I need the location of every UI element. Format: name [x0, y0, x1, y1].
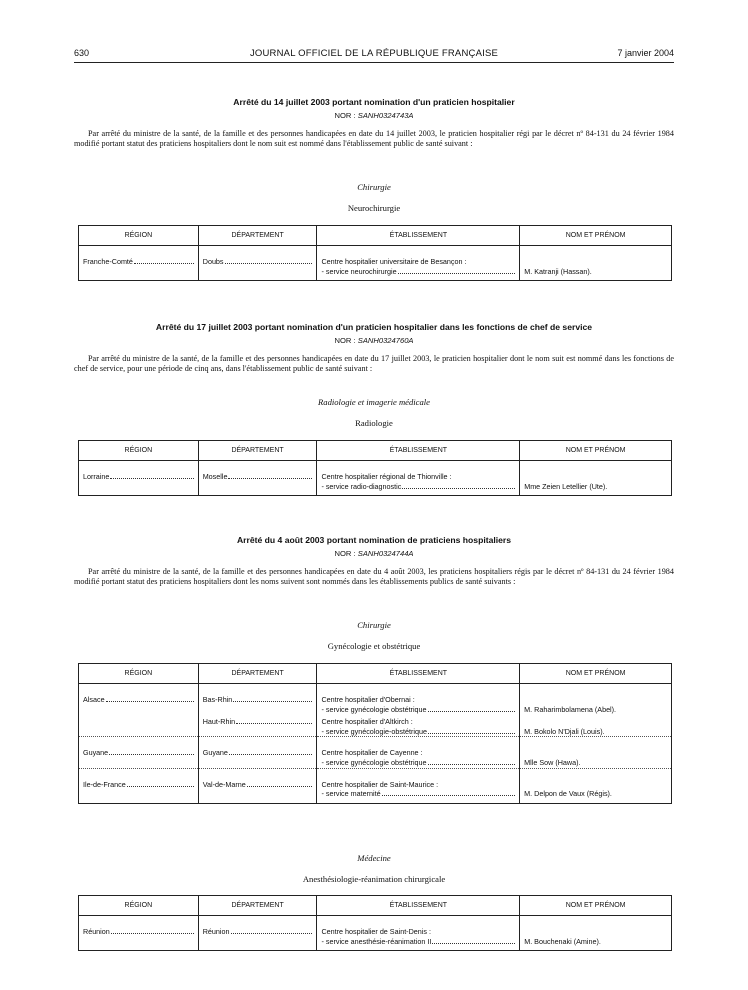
region-cell: Guyane [83, 748, 194, 758]
region-cell: Ile-de-France [83, 780, 194, 790]
nor-reference: NOR : SANH0324760A [334, 336, 414, 345]
col-header-etablissement: ÉTABLISSEMENT [317, 896, 520, 916]
col-header-departement: DÉPARTEMENT [198, 441, 317, 461]
decree-body: Par arrêté du ministre de la santé, de la famille et des personnes handicapées en date du 17 juillet 2003, le praticien hospitalier dont le nom suit est nommé dans les fonctions de chef de service, pour une période de cinq ans, dans l'établissement public de santé suivant : [74, 354, 674, 373]
issue-date: 7 janvier 2004 [617, 48, 674, 58]
decree-section-1 [74, 97, 674, 148]
col-header-etablissement: ÉTABLISSEMENT [317, 226, 520, 246]
appointments-table-3 [78, 663, 672, 804]
departement-cell: Val-de-Marne [203, 780, 313, 790]
col-header-region: RÉGION [79, 441, 199, 461]
col-header-region: RÉGION [79, 226, 199, 246]
col-header-etablissement: ÉTABLISSEMENT [317, 441, 520, 461]
departement-cell: Bas-Rhin [203, 695, 313, 705]
departement-cell: Doubs [203, 257, 313, 267]
nom-cell: Mlle Sow (Hawa). [524, 757, 581, 767]
table-row [79, 684, 672, 715]
table-row [79, 737, 672, 768]
col-header-region: RÉGION [79, 896, 199, 916]
page-number: 630 [74, 48, 90, 58]
category-heading: Chirurgie [357, 182, 391, 192]
appointments-table-2 [78, 440, 672, 496]
specialty-heading: Gynécologie et obstétrique [327, 641, 421, 651]
region-cell: Franche-Comté [83, 257, 194, 267]
etablissement-cell: Centre hospitalier de Saint-Maurice : - service maternité [317, 768, 520, 803]
nom-cell: M. Raharimbolamena (Abel). [524, 704, 617, 714]
decree-body: Par arrêté du ministre de la santé, de la famille et des personnes handicapées en date du 4 août 2003, les praticiens hospitaliers régis par le décret nº 84-131 du 24 février 1984 modifié portant statut des praticiens hospitaliers dont les noms suivent sont nommés dans les établissements publics de santé suivants : [74, 567, 674, 586]
table-row [79, 768, 672, 803]
table-header-row [79, 896, 672, 916]
decree-body: Par arrêté du ministre de la santé, de la famille et des personnes handicapées en date du 14 juillet 2003, le praticien hospitalier régi par le décret nº 84-131 du 24 février 1984 modifié portant statut des praticiens hospitaliers dont le nom suit est nommé dans l'établissement public de santé suivant : [74, 129, 674, 148]
nor-reference: NOR : SANH0324743A [334, 111, 414, 120]
table-row [79, 461, 672, 496]
decree-section-2 [74, 322, 674, 373]
nom-cell: M. Bouchenaki (Amine). [524, 936, 601, 946]
etablissement-cell: Centre hospitalier de Cayenne : - service gynécologie obstétrique [317, 737, 520, 768]
specialty-heading: Neurochirurgie [347, 203, 401, 213]
col-header-departement: DÉPARTEMENT [198, 896, 317, 916]
region-cell: Alsace [83, 695, 194, 705]
table-row [79, 916, 672, 951]
table-row [79, 714, 672, 737]
departement-cell: Guyane [203, 748, 313, 758]
page-header [74, 48, 674, 62]
col-header-etablissement: ÉTABLISSEMENT [317, 664, 520, 684]
etablissement-cell: Centre hospitalier universitaire de Besançon : - service neurochirurgie [317, 246, 520, 281]
nom-cell: M. Delpon de Vaux (Régis). [524, 789, 612, 799]
header-rule [74, 62, 674, 63]
decree-title: Arrêté du 4 août 2003 portant nomination de praticiens hospitaliers [236, 535, 512, 545]
table-row [79, 246, 672, 281]
nom-cell: Mme Zeien Letellier (Ute). [524, 481, 608, 491]
appointments-table-4 [78, 895, 672, 951]
category-heading: Chirurgie [357, 620, 391, 630]
col-header-nom: NOM ET PRÉNOM [520, 441, 672, 461]
category-heading: Radiologie et imagerie médicale [318, 397, 430, 407]
specialty-heading: Anesthésiologie-réanimation chirurgicale [302, 874, 446, 884]
table-header-row [79, 664, 672, 684]
decree-title: Arrêté du 17 juillet 2003 portant nomination d'un praticien hospitalier dans les fonctions de chef de service [155, 322, 593, 332]
journal-title: JOURNAL OFFICIEL DE LA RÉPUBLIQUE FRANÇAISE [249, 48, 499, 59]
nom-cell: M. Katranji (Hassan). [524, 266, 592, 276]
nom-cell: M. Bokolo N'Djali (Louis). [524, 726, 605, 736]
col-header-region: RÉGION [79, 664, 199, 684]
etablissement-cell: Centre hospitalier d'Altkirch : - service gynécologie-obstétrique [317, 714, 520, 737]
region-cell: Réunion [83, 927, 194, 937]
col-header-departement: DÉPARTEMENT [198, 664, 317, 684]
decree-title: Arrêté du 14 juillet 2003 portant nomination d'un praticien hospitalier [233, 97, 515, 107]
etablissement-cell: Centre hospitalier régional de Thionville : - service radio-diagnostic [317, 461, 520, 496]
col-header-nom: NOM ET PRÉNOM [520, 226, 672, 246]
decree-section-3 [74, 535, 674, 586]
departement-cell: Moselle [203, 472, 313, 482]
col-header-departement: DÉPARTEMENT [198, 226, 317, 246]
table-header-row [79, 226, 672, 246]
nor-reference: NOR : SANH0324744A [334, 549, 414, 558]
etablissement-cell: Centre hospitalier de Saint-Denis : - service anesthésie-réanimation II [317, 916, 520, 951]
appointments-table-1 [78, 225, 672, 281]
region-cell: Lorraine [83, 472, 194, 482]
specialty-heading: Radiologie [355, 418, 393, 428]
etablissement-cell: Centre hospitalier d'Obernai : - service gynécologie obstétrique [317, 684, 520, 715]
col-header-nom: NOM ET PRÉNOM [520, 896, 672, 916]
col-header-nom: NOM ET PRÉNOM [520, 664, 672, 684]
category-heading: Médecine [357, 853, 391, 863]
departement-cell: Réunion [203, 927, 313, 937]
table-header-row [79, 441, 672, 461]
departement-cell: Haut-Rhin [203, 717, 313, 727]
